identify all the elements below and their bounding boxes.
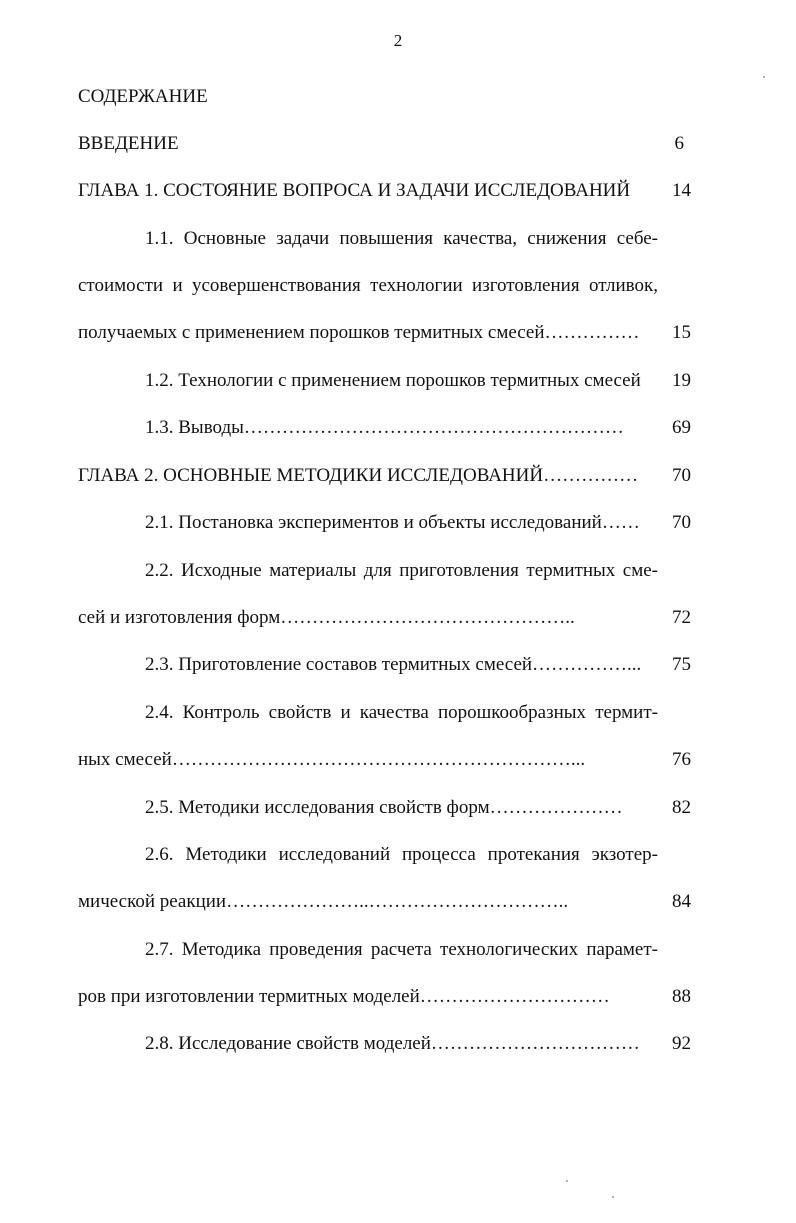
toc-heading: СОДЕРЖАНИЕ — [78, 86, 208, 107]
toc-entry-line: ров при изготовлении термитных моделей………………………… — [78, 986, 610, 1007]
toc-entry-text: 1.2. Технологии с применением порошков термитных смесей — [145, 370, 641, 391]
toc-entry-line: стоимости и усовершенствования технологии изготовления отливок, — [78, 275, 658, 296]
toc-entry-line: ных смесей………………………………………………………... — [78, 749, 586, 770]
toc-entry-page: 69 — [672, 417, 691, 438]
toc-entry-line: 2.6. Методики исследований процесса протекания экзотер- — [145, 844, 658, 865]
toc-entry-page: 76 — [672, 749, 691, 770]
toc-entry-page: 14 — [672, 180, 691, 201]
toc-entry-page: 70 — [672, 512, 691, 533]
toc-entry-line: 2.4. Контроль свойств и качества порошкообразных термит- — [145, 702, 658, 723]
toc-entry-text: 2.3. Приготовление составов термитных смесей……………... — [145, 654, 642, 675]
toc-entry-text: 2.8. Исследование свойств моделей…………………………… — [145, 1033, 640, 1054]
toc-entry-line: мической реакции…………………..………………………….. — [78, 891, 569, 912]
toc-entry-page: 72 — [672, 607, 691, 628]
scan-speck — [612, 1196, 614, 1198]
toc-entry-text: 2.5. Методики исследования свойств форм………………… — [145, 797, 623, 818]
toc-entry-page: 84 — [672, 891, 691, 912]
toc-entry-text: ГЛАВА 1. СОСТОЯНИЕ ВОПРОСА И ЗАДАЧИ ИССЛЕДОВАНИЙ — [78, 180, 631, 201]
toc-entry-text: 2.1. Постановка экспериментов и объекты исследований…… — [145, 512, 640, 533]
toc-entry-line: 2.2. Исходные материалы для приготовления термитных сме- — [145, 560, 658, 581]
toc-entry-page: 82 — [672, 797, 691, 818]
toc-entry-page: 15 — [672, 322, 691, 343]
toc-entry-page: 70 — [672, 465, 691, 486]
toc-entry-text: 1.3. Выводы…………………………………………………… — [145, 417, 624, 438]
toc-entry-line: 2.7. Методика проведения расчета технологических парамет- — [145, 939, 658, 960]
toc-entry-page: 6 — [674, 133, 684, 154]
toc-entry-page: 88 — [672, 986, 691, 1007]
toc-entry-page: 19 — [672, 370, 691, 391]
toc-entry-page: 75 — [672, 654, 691, 675]
toc-entry-page: 92 — [672, 1033, 691, 1054]
toc-entry-text: ВВЕДЕНИЕ — [78, 133, 179, 154]
scan-speck — [566, 1180, 568, 1182]
toc-entry-line: сей и изготовления форм……………………………………….. — [78, 607, 575, 628]
toc-entry-line: получаемых с применением порошков термитных смесей…………… — [78, 322, 640, 343]
page-number: 2 — [393, 31, 403, 50]
toc-entry-line: 1.1. Основные задачи повышения качества, снижения себе- — [145, 228, 658, 249]
toc-entry-text: ГЛАВА 2. ОСНОВНЫЕ МЕТОДИКИ ИССЛЕДОВАНИЙ…………… — [78, 465, 639, 486]
scan-speck — [763, 76, 765, 78]
